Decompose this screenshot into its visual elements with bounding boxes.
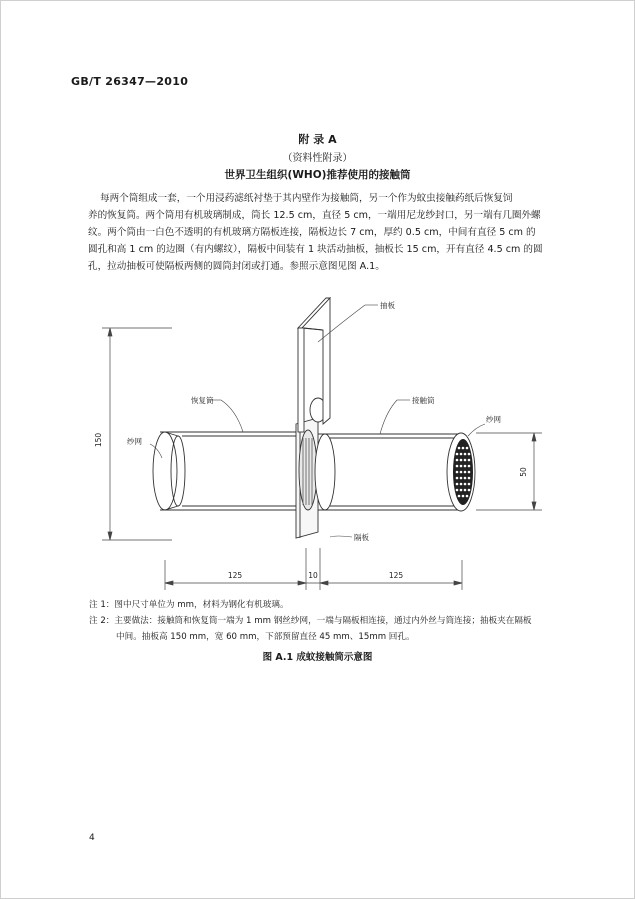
note-2-cont: 中间。抽板高 150 mm，宽 60 mm，下部预留直径 45 mm、15mm 回孔。 [116,632,415,642]
gap-length-label: 10 [308,571,318,580]
label-gauze-left: 纱网 [127,437,142,446]
page-number: 4 [89,833,95,843]
body-line-3: 纹。两个筒由一白色不透明的有机玻璃方隔板连接，隔板边长 7 cm，厚约 0.5 cm，中间有直径 5 cm 的 [88,227,536,238]
annex-subtitle: 世界卫生组织(WHO)推荐使用的接触筒 [224,169,411,181]
label-partition: 隔板 [354,533,369,542]
body-line-2: 养的恢复筒。两个筒用有机玻璃制成，筒长 12.5 cm，直径 5 cm，一端用尼龙纱封口，另一端有几圈外螺 [88,210,541,221]
diameter-dimension [476,433,542,510]
note-2: 注 2：主要做法：接触筒和恢复筒一端为 1 mm 钢丝纱网，一端与隔板相连接，通过内外丝与筒连接；抽板夹在隔板 [89,616,532,626]
body-line-1: 每两个筒组成一套，一个用浸药滤纸衬垫于其内壁作为接触筒，另一个作为蚊虫接触药纸后恢复饲 [100,193,513,204]
contact-tube [315,433,475,511]
standard-number: GB/T 26347—2010 [71,75,189,88]
gauze-mesh [453,439,473,505]
recovery-tube [153,432,298,510]
diameter-dim-label: 50 [519,467,528,477]
note-1: 注 1：图中尺寸单位为 mm，材料为钢化有机玻璃。 [89,600,289,610]
annex-title: 附 录 A [298,133,337,146]
figure-caption: 图 A.1 成蚊接触筒示意图 [262,652,373,663]
label-recovery-tube: 恢复筒 [191,396,214,405]
left-length-label: 125 [227,571,243,580]
length-dimensions [165,548,462,590]
label-slide: 抽板 [380,301,395,310]
right-length-label: 125 [388,571,404,580]
annex-type: （资料性附录） [282,153,353,164]
body-line-4: 圆孔和高 1 cm 的边圈（有内螺纹），隔板中间装有 1 块活动抽板，抽板长 15 cm，开有直径 4.5 cm 的圆 [88,244,543,255]
label-gauze-right: 纱网 [486,415,501,424]
label-contact-tube: 接触筒 [412,396,435,405]
height-dim-label: 150 [94,432,103,448]
body-line-5: 孔，拉动抽板可使隔板两侧的圆筒封闭或打通。参照示意图见图 A.1。 [88,261,385,272]
